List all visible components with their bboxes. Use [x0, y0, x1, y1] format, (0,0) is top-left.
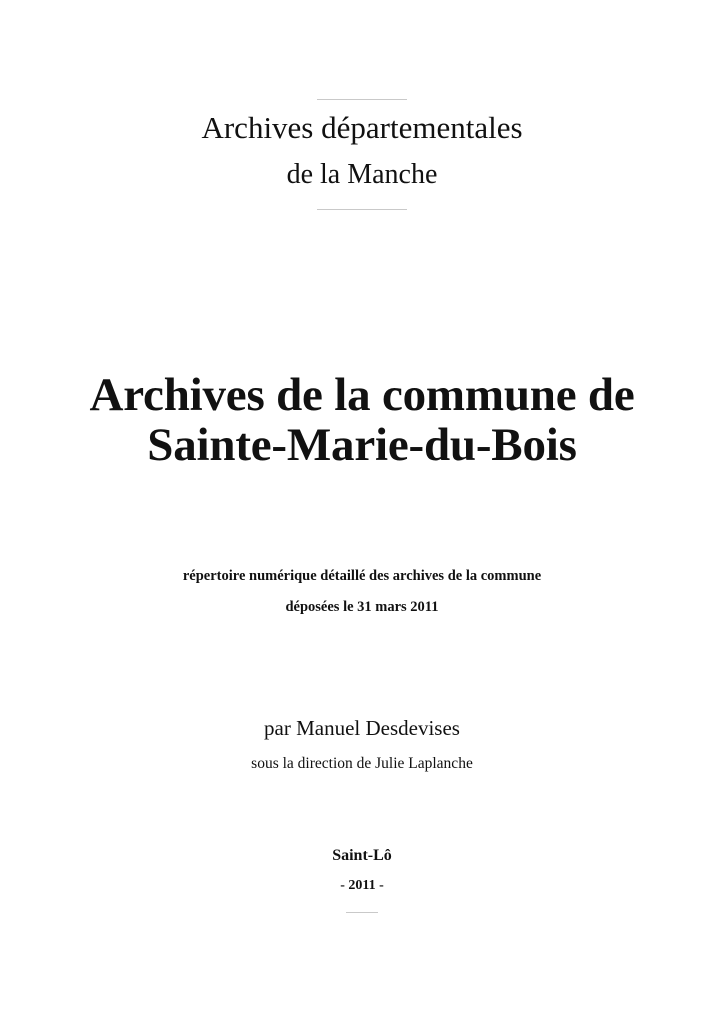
document-subtitle-line-1: répertoire numérique détaillé des archives de la commune	[182, 568, 542, 584]
document-title-line-2: Sainte-Marie-du-Bois	[147, 419, 577, 471]
top-divider	[317, 99, 407, 100]
document-title-line-1: Archives de la commune de	[89, 369, 635, 421]
publication-year: - 2011 -	[340, 878, 384, 893]
header-divider	[317, 209, 407, 210]
footer-divider	[346, 912, 378, 913]
author-credit: par Manuel Desdevises	[264, 716, 460, 740]
publication-place: Saint-Lô	[332, 847, 392, 864]
direction-credit: sous la direction de Julie Laplanche	[251, 755, 473, 772]
organization-name-line-1: Archives départementales	[201, 110, 523, 145]
organization-name-line-2: de la Manche	[286, 159, 438, 190]
document-subtitle-line-2: déposées le 31 mars 2011	[285, 599, 439, 615]
